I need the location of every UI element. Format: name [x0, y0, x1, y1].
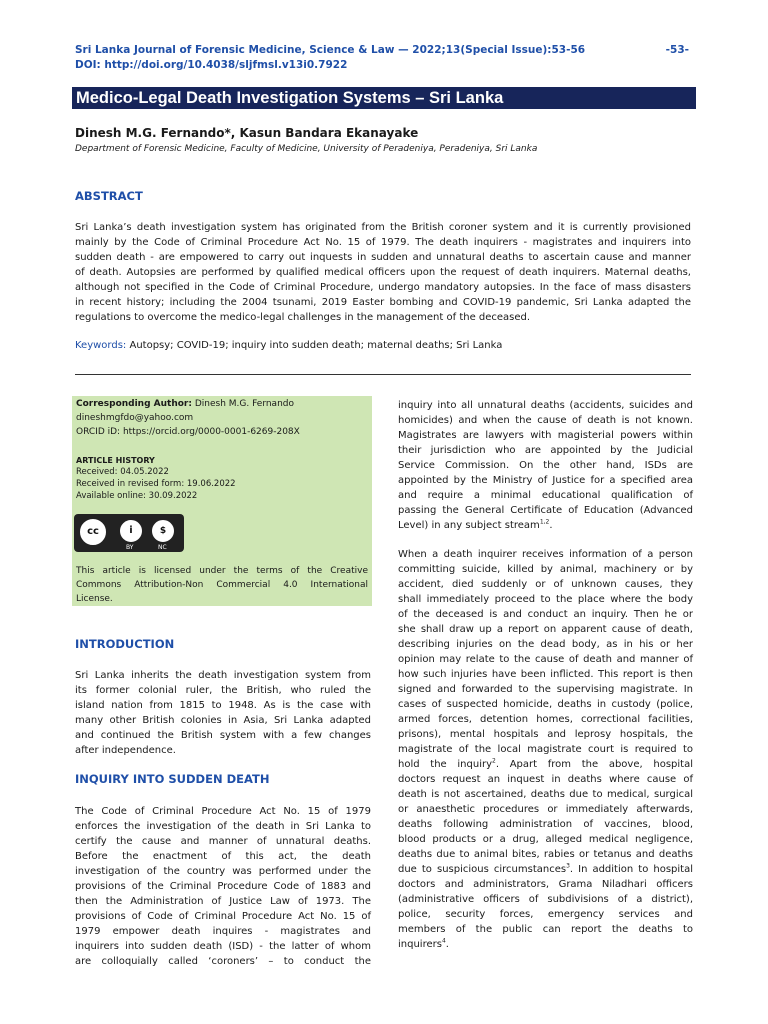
license-text [76, 564, 368, 606]
text-line [398, 757, 693, 772]
introduction-heading: INTRODUCTION [75, 637, 175, 651]
section-divider [75, 374, 691, 375]
inquiry-heading: INQUIRY INTO SUDDEN DEATH [75, 772, 270, 786]
text-line: although not specified in the Code of Criminal Procedure, undergo mandatory autopsies. In the face of mass disasters [75, 282, 691, 293]
corresponding-author [76, 398, 294, 410]
right-column-paragraph-2 [398, 547, 693, 952]
text-segment: . Apart from the above, hospital [495, 759, 693, 770]
text-line: When a death inquirer receives information of a person [398, 549, 693, 560]
text-line: of the deceased is and conduct an inquiry. Then he or [398, 609, 693, 620]
running-header [75, 43, 689, 73]
text-line: This article is licensed under the terms of the Creative [76, 566, 368, 576]
text-segment: . In addition to hospital [569, 864, 693, 875]
text-line: sudden death - are empowered to carry out inquests in sudden and unnatural deaths to ascertain cause and manner [75, 252, 691, 263]
text-segment: . [445, 939, 449, 950]
keywords-text: Autopsy; COVID-19; inquiry into sudden death; maternal deaths; Sri Lanka [126, 340, 503, 351]
author-email[interactable]: dineshmgfdo@yahoo.com [76, 413, 194, 423]
text-line: how such injuries have been inflicted. This report is then [398, 669, 693, 680]
text-line: homicides) and when the cause of death is not known. [398, 415, 693, 426]
text-line: provisions of the Criminal Procedure Code of 1883 and [75, 881, 371, 892]
corr-label: Corresponding Author: [76, 399, 192, 409]
received-date: Received: 04.05.2022 [76, 467, 169, 477]
text-line: death is not ascertained, deaths due to medical, surgical [398, 789, 693, 800]
citation-superscript: 3 [566, 862, 570, 870]
page-number: -53- [665, 44, 689, 56]
text-line: she shall draw up a report on apparent cause of death, [398, 624, 693, 635]
text-line: doctors and administrators, Grama Niladhari officers [398, 879, 693, 890]
inquiry-body [75, 804, 371, 969]
keywords-label: Keywords: [75, 340, 127, 351]
text-line: committing suicide, killed by animal, machinery or by [398, 564, 693, 575]
doi-link[interactable]: DOI: http://doi.org/10.4038/sljfmsl.v13i0.7922 [75, 59, 348, 71]
article-info-box [72, 396, 372, 606]
noncommercial-icon: $ [150, 518, 176, 544]
text-line: passing the General Certificate of Education (Advanced [398, 505, 693, 516]
text-line: accident, died suddenly or of unknown causes, they [398, 579, 693, 590]
text-line: shall immediately proceed to the place where the body [398, 594, 693, 605]
keywords [75, 340, 502, 351]
text-line [398, 518, 693, 533]
citation-superscript: 4 [441, 937, 446, 945]
abstract-body [75, 220, 691, 325]
text-line: its former colonial ruler, the British, who ruled the [75, 685, 371, 696]
text-segment: . [549, 520, 553, 531]
text-line: doctors request an inquest in deaths where cause of [398, 774, 693, 785]
revised-date: Received in revised form: 19.06.2022 [76, 479, 236, 489]
text-line: are colloquially called ‘coroners’ – to conduct the [75, 956, 371, 967]
text-line: of death. Autopsies are performed by qualified medical officers upon the request of death inquirers. Maternal deaths, [75, 267, 691, 278]
text-line: prisons), mental hospitals and leprosy hospitals, the [398, 729, 693, 740]
text-line: Before the enactment of this act, the death [75, 851, 371, 862]
text-line: inquirers into sudden death (ISD) - the latter of whom [75, 941, 371, 952]
cc-by-label: BY [126, 544, 134, 551]
text-line: or anaesthetic procedures or immediately afterwards, [398, 804, 693, 815]
cc-nc-label: NC [158, 544, 167, 551]
text-line: provisions of Code of Criminal Procedure Act No. 15 of [75, 911, 371, 922]
abstract-heading: ABSTRACT [75, 189, 143, 203]
text-line: investigation of the country was performed under the [75, 866, 371, 877]
citation-superscript: 1,2 [539, 518, 550, 526]
text-line: appointed by the Ministry of Justice for a specified area [398, 475, 693, 486]
text-line: then the Administration of Justice Law of 1973. The [75, 896, 371, 907]
text-line: certify the cause and manner of unnatural deaths. [75, 836, 371, 847]
article-history-heading: ARTICLE HISTORY [76, 456, 155, 465]
text-line: police, security forces, emergency services and [398, 909, 693, 920]
text-line: island nation from 1815 to 1948. As is the case with [75, 700, 371, 711]
text-line: enforces the investigation of the death in Sri Lanka to [75, 821, 371, 832]
text-line: inquiry into all unnatural deaths (accidents, suicides and [398, 400, 693, 411]
text-line: regulations to overcome the medico-legal challenges in the management of the deceased. [75, 312, 531, 323]
text-line: and continued the British system with a few changes [75, 730, 371, 741]
text-segment: hold the inquiry [398, 759, 492, 770]
text-line: (administrative officers of subdivisions of a district), [398, 894, 693, 905]
corr-name: Dinesh M.G. Fernando [191, 399, 294, 409]
right-column-paragraph-1 [398, 398, 693, 533]
text-line [398, 937, 693, 952]
text-line: Sri Lanka inherits the death investigation system from [75, 670, 371, 681]
text-line: magistrate of the local magistrate court is required to [398, 744, 693, 755]
attribution-person-icon: i [118, 518, 144, 544]
text-line: describing injuries on the dead body, as in his or her [398, 639, 693, 650]
text-line: their jurisdiction who are appointed by the Judicial [398, 445, 693, 456]
authors: Dinesh M.G. Fernando*, Kasun Bandara Ekanayake [75, 126, 419, 140]
text-line: License. [76, 594, 113, 604]
text-line: after independence. [75, 745, 176, 756]
title-bar [72, 87, 696, 109]
citation-superscript: 2 [492, 757, 496, 765]
affiliation: Department of Forensic Medicine, Faculty of Medicine, University of Peradeniya, Peradeniya, Sri Lanka [75, 144, 538, 154]
text-line: deaths due to animal bites, rabies or tetanus and deaths [398, 849, 693, 860]
text-line: in recent history; including the 2004 tsunami, 2019 Easter bombing and COVID-19 pandemic, Sri Lanka adapted the [75, 297, 691, 308]
text-line: armed forces, detention homes, correctional facilities, [398, 714, 693, 725]
text-segment: Level) in any subject stream [398, 520, 540, 531]
text-line: The Code of Criminal Procedure Act No. 15 of 1979 [75, 806, 371, 817]
text-line: blood products or a drug, alleged medical negligence, [398, 834, 693, 845]
text-line: members of the public can report the deaths to [398, 924, 693, 935]
text-line: many other British colonies in Asia, Sri Lanka adapted [75, 715, 371, 726]
text-line: signed and forwarded to the supervising magistrate. In [398, 684, 693, 695]
orcid-link[interactable]: ORCID iD: https://orcid.org/0000-0001-6269-208X [76, 427, 300, 437]
text-line: and require a minimal educational qualification of [398, 490, 693, 501]
text-segment: inquirers [398, 939, 442, 950]
text-line: mainly by the Code of Criminal Procedure Act No. 15 of 1979. The death inquirers - magistrates and inquirers into [75, 237, 691, 248]
text-line: Service Commission. On the other hand, ISDs are [398, 460, 693, 471]
article-title: Medico-Legal Death Investigation Systems – Sri Lanka [76, 89, 504, 107]
text-line: deaths following administration of vaccines, blood, [398, 819, 693, 830]
online-date: Available online: 30.09.2022 [76, 491, 198, 501]
text-segment: due to suspicious circumstances [398, 864, 567, 875]
introduction-body [75, 668, 371, 758]
cc-license-badge[interactable] [74, 514, 184, 552]
text-line: Commons Attribution-Non Commercial 4.0 International [76, 580, 368, 590]
cc-icon: cc [78, 517, 108, 547]
text-line: Magistrates are lawyers with magisterial powers within [398, 430, 693, 441]
text-line [398, 862, 693, 877]
text-line: Sri Lanka’s death investigation system has originated from the British coroner system and it is currently provisioned [75, 222, 691, 233]
text-line: cases of suspected homicide, deaths in custody (police, [398, 699, 693, 710]
text-line: 1979 empower death inquires - magistrates and [75, 926, 371, 937]
text-line: opinion may relate to the cause of death and manner of [398, 654, 693, 665]
journal-citation: Sri Lanka Journal of Forensic Medicine, Science & Law — 2022;13(Special Issue):53-56 [75, 44, 586, 56]
